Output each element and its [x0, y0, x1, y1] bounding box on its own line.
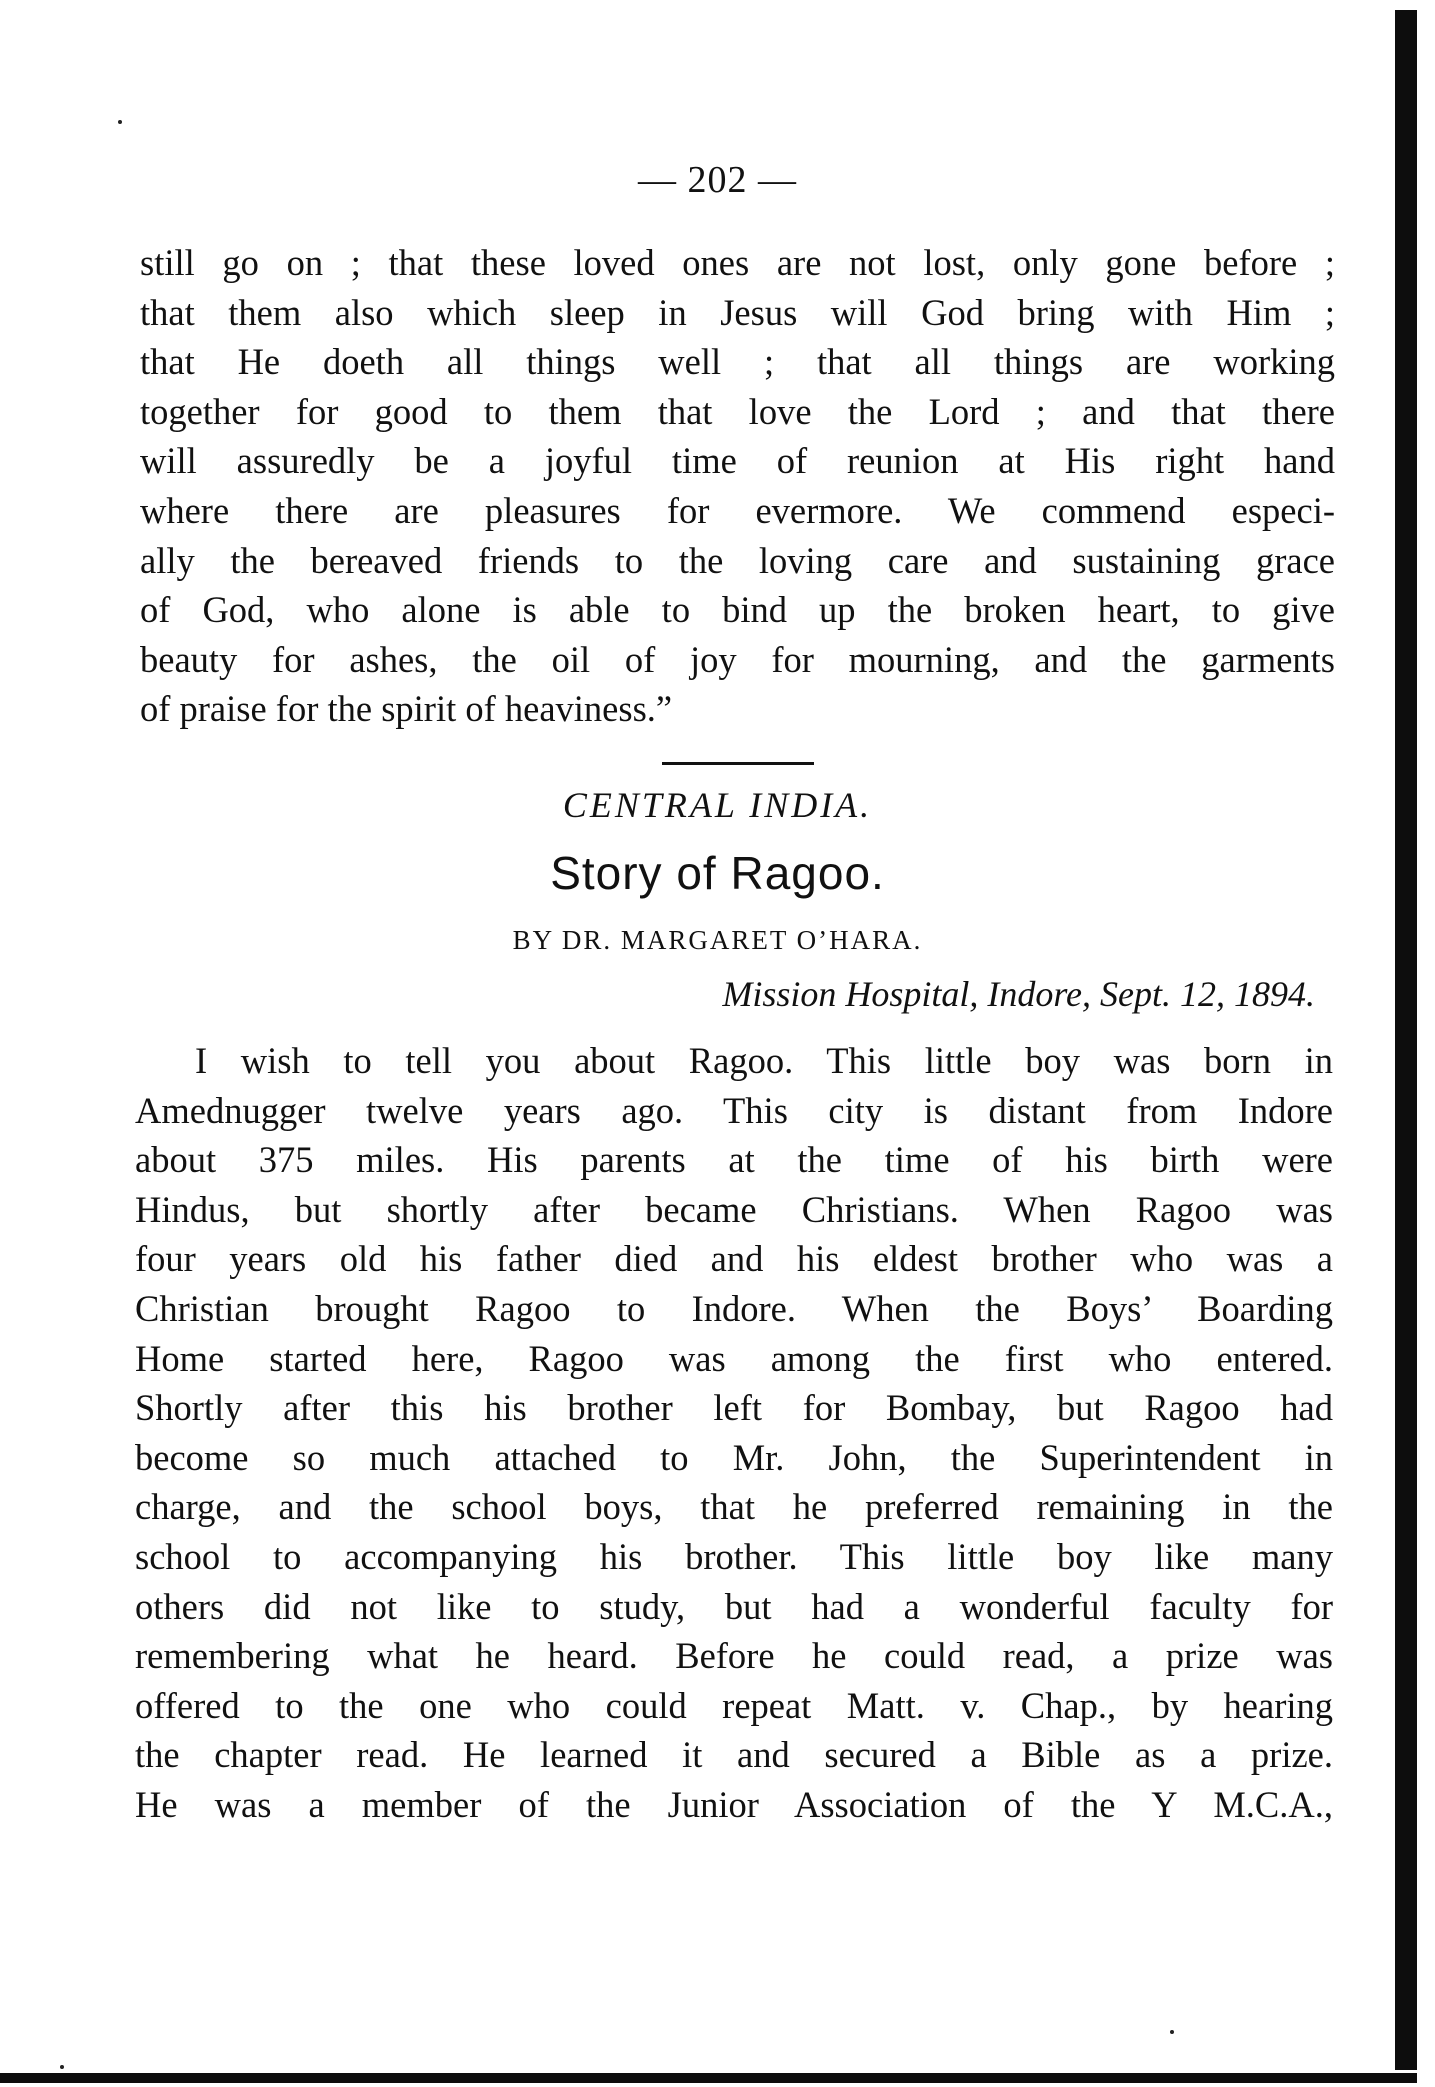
- ink-speck: [118, 120, 122, 124]
- text-line: Christian brought Ragoo to Indore. When the Boys’ Boarding: [135, 1287, 1333, 1329]
- closing-paragraph: [140, 238, 1335, 734]
- text-line: He was a member of the Junior Association of the Y M.C.A.,: [135, 1783, 1333, 1825]
- text-line: others did not like to study, but had a wonderful faculty for: [135, 1585, 1333, 1627]
- text-line: will assuredly be a joyful time of reunion at His right hand: [140, 440, 1335, 482]
- story-paragraph: [135, 1036, 1333, 1830]
- text-line: Shortly after this his brother left for Bombay, but Ragoo had: [135, 1387, 1333, 1429]
- text-line: Hindus, but shortly after became Christians. When Ragoo was: [135, 1188, 1333, 1230]
- text-line: charge, and the school boys, that he preferred remaining in the: [135, 1486, 1333, 1528]
- text-line: Amednugger twelve years ago. This city is distant from Indore: [135, 1089, 1333, 1131]
- text-line: remembering what he heard. Before he could read, a prize was: [135, 1635, 1333, 1677]
- text-line: that He doeth all things well ; that all things are working: [140, 341, 1335, 383]
- page-number: — 202 —: [638, 159, 797, 201]
- text-line: together for good to them that love the Lord ; and that there: [140, 390, 1335, 432]
- text-line: beauty for ashes, the oil of joy for mourning, and the garments: [140, 638, 1335, 680]
- text-line: still go on ; that these loved ones are not lost, only gone before ;: [140, 242, 1335, 283]
- section-heading: CENTRAL INDIA.: [562, 785, 873, 825]
- text-line: of praise for the spirit of heaviness.”: [140, 688, 673, 730]
- text-line: about 375 miles. His parents at the time of his birth were: [135, 1139, 1333, 1181]
- text-line: school to accompanying his brother. This little boy like many: [135, 1535, 1333, 1577]
- text-line: become so much attached to Mr. John, the Superintendent in: [135, 1436, 1333, 1478]
- ink-speck: [60, 2065, 64, 2069]
- dateline: Mission Hospital, Indore, Sept. 12, 1894.: [722, 974, 1315, 1014]
- text-line: of God, who alone is able to bind up the broken heart, to give: [140, 589, 1335, 631]
- bottom-edge-shadow: [0, 2073, 1417, 2083]
- text-line: Home started here, Ragoo was among the first who entered.: [135, 1337, 1333, 1379]
- text-line: I wish to tell you about Ragoo. This little boy was born in: [195, 1040, 1333, 1081]
- text-line: the chapter read. He learned it and secured a Bible as a prize.: [135, 1734, 1333, 1776]
- ink-speck: [1170, 2030, 1174, 2034]
- text-line: ally the bereaved friends to the loving care and sustaining grace: [140, 539, 1335, 581]
- text-line: offered to the one who could repeat Matt. v. Chap., by hearing: [135, 1684, 1333, 1726]
- text-line: where there are pleasures for evermore. We commend especi-: [140, 489, 1335, 531]
- binding-edge-shadow: [1395, 10, 1417, 2070]
- text-line: four years old his father died and his eldest brother who was a: [135, 1238, 1333, 1280]
- story-title: Story of Ragoo.: [550, 847, 885, 899]
- text-line: that them also which sleep in Jesus will God bring with Him ;: [140, 291, 1335, 333]
- byline: BY DR. MARGARET O’HARA.: [512, 925, 923, 955]
- section-divider: [662, 762, 814, 765]
